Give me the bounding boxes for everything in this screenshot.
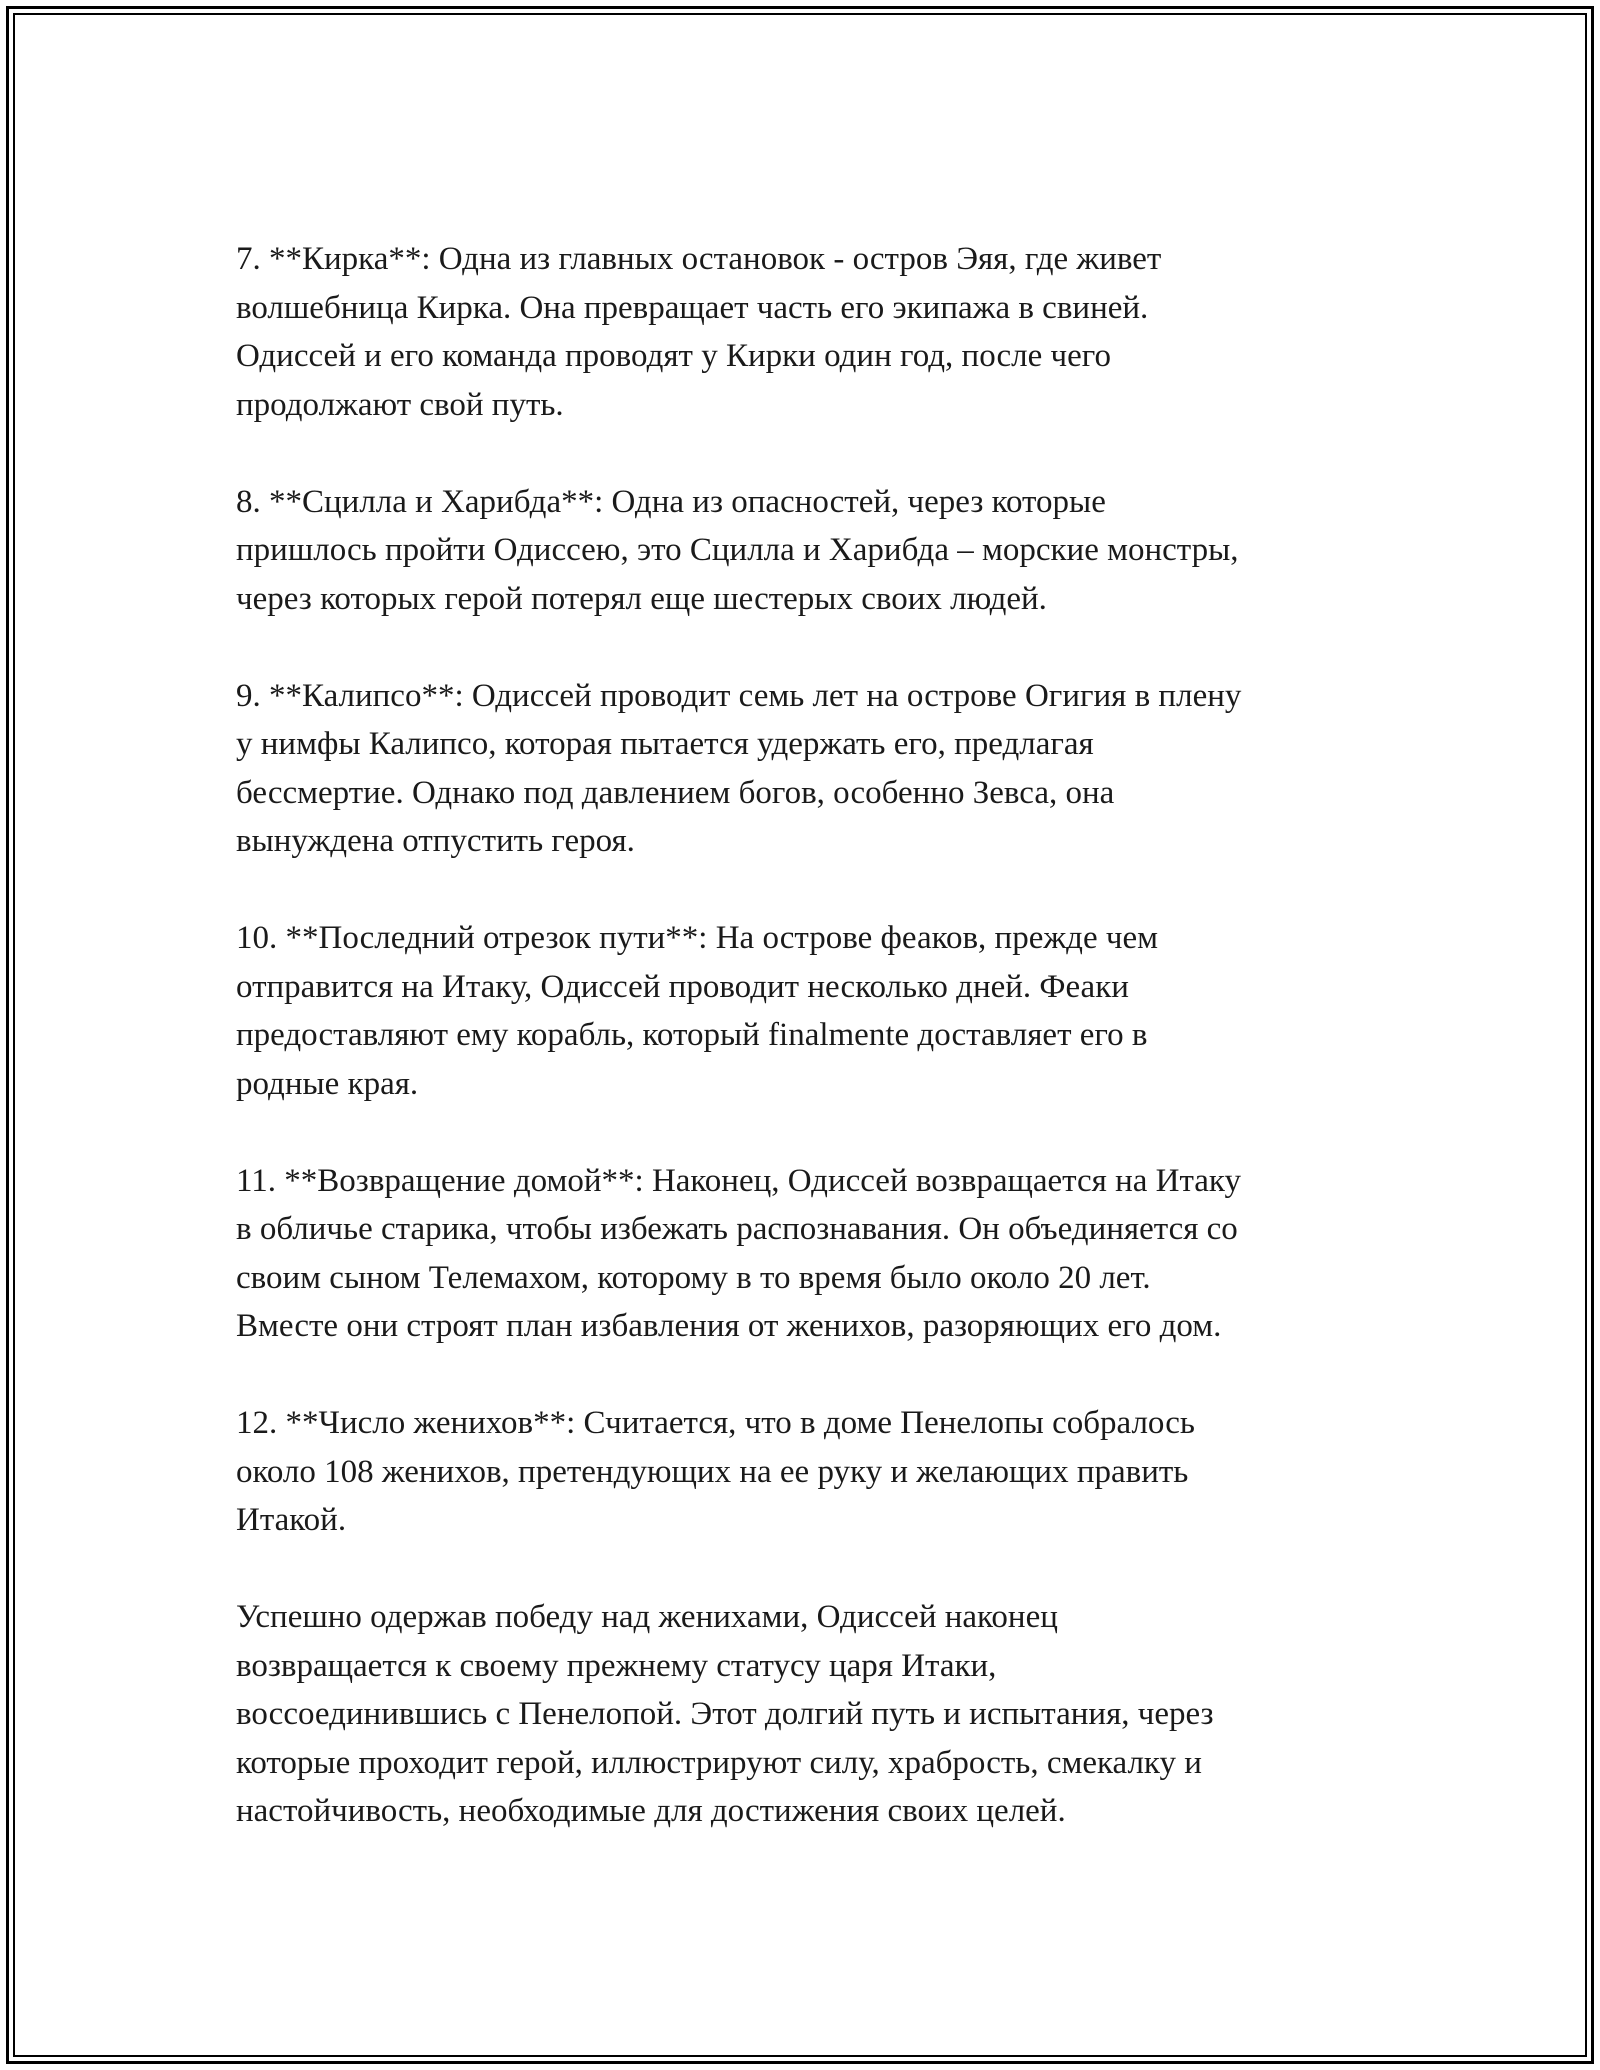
paragraph-return-home: 11. **Возвращение домой**: Наконец, Одиссей возвращается на Итаку в обличье старика, чтобы избежать распознавания. Он объединяется со своим сыном Телемахом, которому в то время было около 20 лет. Вместе они строят план избавления от женихов, разоряющих его дом.: [236, 1162, 1242, 1344]
paragraph-calypso: 9. **Калипсо**: Одиссей проводит семь лет на острове Огигия в плену у нимфы Калипсо, которая пытается удержать его, предлагая бессмертие. Однако под давлением богов, особенно Зевса, она вынуждена отпустить героя.: [236, 677, 1242, 859]
paragraph-conclusion: Успешно одержав победу над женихами, Одиссей наконец возвращается к своему прежнему статусу царя Итаки, воссоединившись с Пенелопой. Этот долгий путь и испытания, через которые проходит герой, иллюстрируют силу, храбрость, смекалку и настойчивость, необходимые для достижения своих целей.: [236, 1599, 1214, 1829]
document-body: [236, 235, 1376, 1884]
paragraph-last-leg: 10. **Последний отрезок пути**: На острове феаков, прежде чем отправится на Итаку, Одиссей проводит несколько дней. Феаки предоставляют ему корабль, который finalmente доставляет его в родные края.: [236, 920, 1158, 1102]
paragraph-suitors-count: 12. **Число женихов**: Считается, что в доме Пенелопы собралось около 108 женихов, претендующих на ее руку и желающих править Итакой.: [236, 1405, 1195, 1538]
paragraph-scylla-charybdis: 8. **Сцилла и Харибда**: Одна из опасностей, через которые пришлось пройти Одиссею, это Сцилла и Харибда – морские монстры, через которых герой потерял еще шестерых своих людей.: [236, 483, 1239, 617]
paragraph-kirka: 7. **Кирка**: Одна из главных остановок - остров Эяя, где живет волшебница Кирка. Она превращает часть его экипажа в свиней. Одиссей и его команда проводят у Кирки один год, после чего продолжают свой путь.: [236, 241, 1162, 423]
